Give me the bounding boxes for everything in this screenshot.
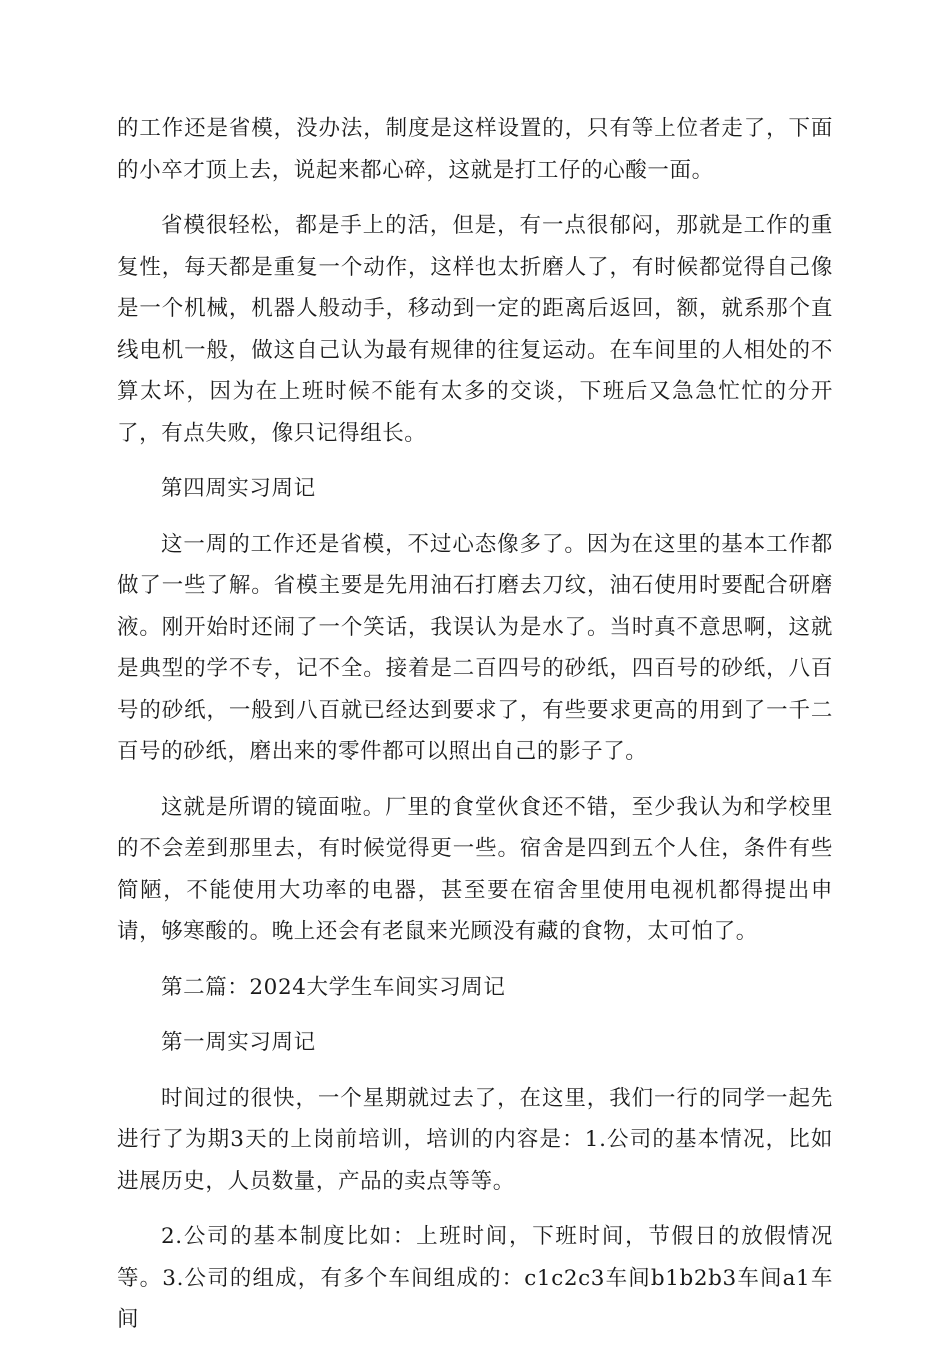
article-title-part2: 第二篇：2024大学生车间实习周记	[161, 974, 506, 1000]
paragraph: 这一周的工作还是省模，不过心态像多了。因为在这里的基本工作都做了一些了解。省模主要是先用油石打磨去刀纹，油石使用时要配合研磨液。刚开始时还闹了一个笑话，我误认为是水了。当时真不意思啊，这就是典型的学不专，记不全。接着是二百四号的砂纸，四百号的砂纸，八百号的砂纸，一般到八百就已经达到要求了，有些要求更高的用到了一千二百号的砂纸，磨出来的零件都可以照出自己的影子了。	[117, 531, 833, 764]
paragraph: 这就是所谓的镜面啦。厂里的食堂伙食还不错，至少我认为和学校里的不会差到那里去，有时候觉得更一些。宿舍是四到五个人住，条件有些简陋，不能使用大功率的电器，甚至要在宿舍里使用电视机都得提出申请，够寒酸的。晚上还会有老鼠来光顾没有藏的食物，太可怕了。	[117, 794, 833, 944]
paragraph: 省模很轻松，都是手上的活，但是，有一点很郁闷，那就是工作的重复性，每天都是重复一个动作，这样也太折磨人了，有时候都觉得自己像是一个机械，机器人般动手，移动到一定的距离后返回，额，就系那个直线电机一般，做这自己认为最有规律的往复运动。在车间里的人相处的不算太坏，因为在上班时候不能有太多的交谈，下班后又急急忙忙的分开了，有点失败，像只记得组长。	[117, 213, 833, 446]
section-heading-week1: 第一周实习周记	[161, 1030, 316, 1055]
paragraph: 时间过的很快，一个星期就过去了，在这里，我们一行的同学一起先进行了为期3天的上岗前培训，培训的内容是：1.公司的基本情况，比如进展历史，人员数量，产品的卖点等等。	[117, 1085, 833, 1194]
paragraph: 2.公司的基本制度比如：上班时间，下班时间，节假日的放假情况等。3.公司的组成，有多个车间组成的：c1c2c3车间b1b2b3车间a1车间	[117, 1224, 833, 1332]
section-heading-week4: 第四周实习周记	[161, 476, 316, 501]
paragraph-continuation: 的工作还是省模，没办法，制度是这样设置的，只有等上位者走了，下面的小卒才顶上去，说起来都心碎，这就是打工仔的心酸一面。	[117, 116, 833, 183]
document-body	[117, 108, 833, 1355]
